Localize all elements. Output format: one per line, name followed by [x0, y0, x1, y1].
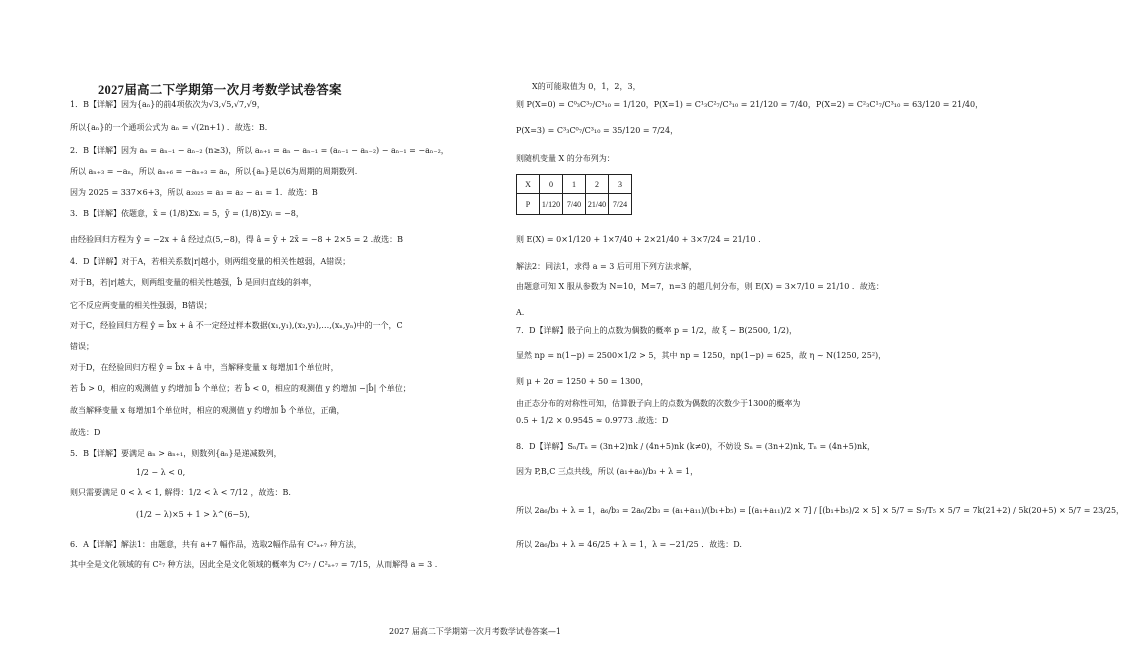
table-cell: 21/40 — [586, 194, 609, 215]
table-cell: 7/24 — [609, 194, 632, 215]
text-line: 显然 np = n(1−p) = 2500×1/2 > 5，其中 np = 1250，np(1−p) = 625，故 η ~ N(1250, 25²)， — [516, 351, 887, 360]
text-line: 由题意可知 X 服从参数为 N=10，M=7，n=3 的超几何分布，则 E(X) = 3×7/10 = 21/10 ．故选： — [516, 282, 884, 291]
text-line: 其中全是文化领域的有 C²₇ 种方法，因此全是文化领域的概率为 C²₇ / C²ₐ₊₇ = 7/15，从而解得 a = 3 . — [70, 560, 438, 569]
text-line: 错误； — [70, 342, 94, 351]
text-line: 所以 2a₆/b₃ + λ = 1，a₆/b₃ = 2a₆/2b₃ = (a₁+a₁₁)/(b₁+b₅) = [(a₁+a₁₁)/2 × 7] / [(b₁+b₅)/2 × 5] × 5/7 = S₇/T₅ × 5/7 = 7k(21+2) / 5k(20+5) × 5/7 = 23/25， — [516, 506, 1124, 515]
text-line: 6．A【详解】解法1：由题意，共有 a+7 幅作品，选取2幅作品有 C²ₐ₊₇ 种方法， — [70, 540, 362, 549]
text-line: 解法2：同法1，求得 a = 3 后可用下列方法求解， — [516, 262, 697, 271]
text-line: 1．B【详解】因为{aₙ}的前4项依次为√3,√5,√7,√9， — [70, 100, 265, 109]
text-line: 故当解释变量 x 每增加1个单位时，相应的观测值 y 约增加 b̂ 个单位，正确， — [70, 406, 345, 415]
text-line: 它不反应两变量的相关性强弱，B错误； — [70, 301, 212, 310]
distribution-table — [516, 174, 632, 215]
table-row — [517, 175, 632, 194]
page-footer: 2027 届高二下学期第一次月考数学试卷答案—1 — [389, 627, 561, 636]
text-line: 7．D【详解】骰子向上的点数为偶数的概率 p = 1/2，故 ξ ~ B(2500, 1/2)， — [516, 326, 798, 335]
text-line: 若 b̂ > 0，相应的观测值 y 约增加 b̂ 个单位；若 b̂ < 0，相应的观测值 y 约增加 −|b̂| 个单位； — [70, 384, 411, 393]
text-line: 5．B【详解】要满足 aₙ > aₙ₊₁，则数列{aₙ}是递减数列， — [70, 449, 282, 458]
text-line: A. — [516, 308, 525, 317]
text-line: P(X=3) = C³₃C⁰₇/C³₁₀ = 35/120 = 7/24， — [516, 126, 679, 135]
text-line: 所以 2a₆/b₃ + λ = 46/25 + λ = 1，λ = −21/25 ．故选：D. — [516, 540, 742, 549]
page-title: 2027届高二下学期第一次月考数学试卷答案 — [98, 83, 342, 97]
text-line: 则随机变量 X 的分布列为： — [516, 154, 615, 163]
text-line: (1/2 − λ)×5 + 1 > λ^(6−5), — [136, 510, 250, 519]
table-cell: P — [517, 194, 540, 215]
text-line: 则只需要满足 0 < λ < 1, 解得：1/2 < λ < 7/12 ，故选：B. — [70, 488, 291, 497]
text-line: 3．B【详解】依题意，x̄ = (1/8)Σxᵢ = 5，ȳ = (1/8)Σyᵢ = −8， — [70, 209, 304, 218]
text-line: 则 P(X=0) = C⁰₃C³₇/C³₁₀ = 1/120，P(X=1) = C¹₃C²₇/C³₁₀ = 21/120 = 7/40，P(X=2) = C²₃C¹₇/C³₁₀ = 63/120 = 21/40， — [516, 100, 984, 109]
text-line: 8．D【详解】Sₙ/Tₙ = (3n+2)nk / (4n+5)nk (k≠0)，不妨设 Sₙ = (3n+2)nk, Tₙ = (4n+5)nk， — [516, 442, 875, 451]
table-cell: 3 — [609, 175, 632, 194]
text-line: 1/2 − λ < 0, — [136, 468, 186, 477]
table-cell: 0 — [540, 175, 563, 194]
text-line: 所以 aₙ₊₃ = −aₙ，所以 aₙ₊₆ = −aₙ₊₃ = aₙ，所以{aₙ}是以6为周期的周期数列. — [70, 167, 358, 176]
text-line: 0.5 + 1/2 × 0.9545 ≈ 0.9773 .故选：D — [516, 416, 669, 425]
text-line: 2．B【详解】因为 aₙ = aₙ₋₁ − aₙ₋₂ (n≥3)，所以 aₙ₊₁ = aₙ − aₙ₋₁ = (aₙ₋₁ − aₙ₋₂) − aₙ₋₁ = −aₙ₋₂， — [70, 146, 449, 155]
text-line: 对于D，在经验回归方程 ŷ = b̂x + â 中，当解释变量 x 每增加1个单位时， — [70, 363, 339, 372]
text-line: 所以{aₙ}的一个通项公式为 aₙ = √(2n+1) ．故选：B． — [70, 123, 273, 132]
table-row — [517, 194, 632, 215]
text-line: 因为 P,B,C 三点共线，所以 (a₁+a₆)/b₃ + λ = 1， — [516, 467, 699, 476]
text-line: 则 μ + 2σ = 1250 + 50 = 1300， — [516, 377, 649, 386]
text-line: 由正态分布的对称性可知，估算骰子向上的点数为偶数的次数少于1300的概率为 — [516, 399, 801, 408]
text-line: 由经验回归方程为 ŷ = −2x + â 经过点(5,−8)，得 â = ȳ + 2x̄ = −8 + 2×5 = 2 .故选：B — [70, 235, 404, 244]
table-cell: 1 — [563, 175, 586, 194]
table-cell: 1/120 — [540, 194, 563, 215]
table-cell: X — [517, 175, 540, 194]
table-cell: 7/40 — [563, 194, 586, 215]
text-line: 4．D【详解】对于A，若相关系数|r|越小，则两组变量的相关性越弱，A错误； — [70, 257, 351, 266]
text-line: 对于B，若|r|越大，则两组变量的相关性越强，b̂ 是回归直线的斜率， — [70, 278, 317, 287]
text-line: 因为 2025 = 337×6+3，所以 a₂₀₂₅ = a₃ = a₂ − a₁ = 1．故选：B — [70, 188, 318, 197]
text-line: 对于C，经验回归方程 ŷ = b̂x + â 不一定经过样本数据(x₁,y₁),(x₂,y₂),…,(xₙ,yₙ)中的一个，C — [70, 321, 403, 330]
text-line: 故选：D — [70, 428, 101, 437]
text-line: 则 E(X) = 0×1/120 + 1×7/40 + 2×21/40 + 3×7/24 = 21/10 . — [516, 235, 761, 244]
table-cell: 2 — [586, 175, 609, 194]
text-line: X的可能取值为 0，1，2，3， — [532, 82, 641, 91]
